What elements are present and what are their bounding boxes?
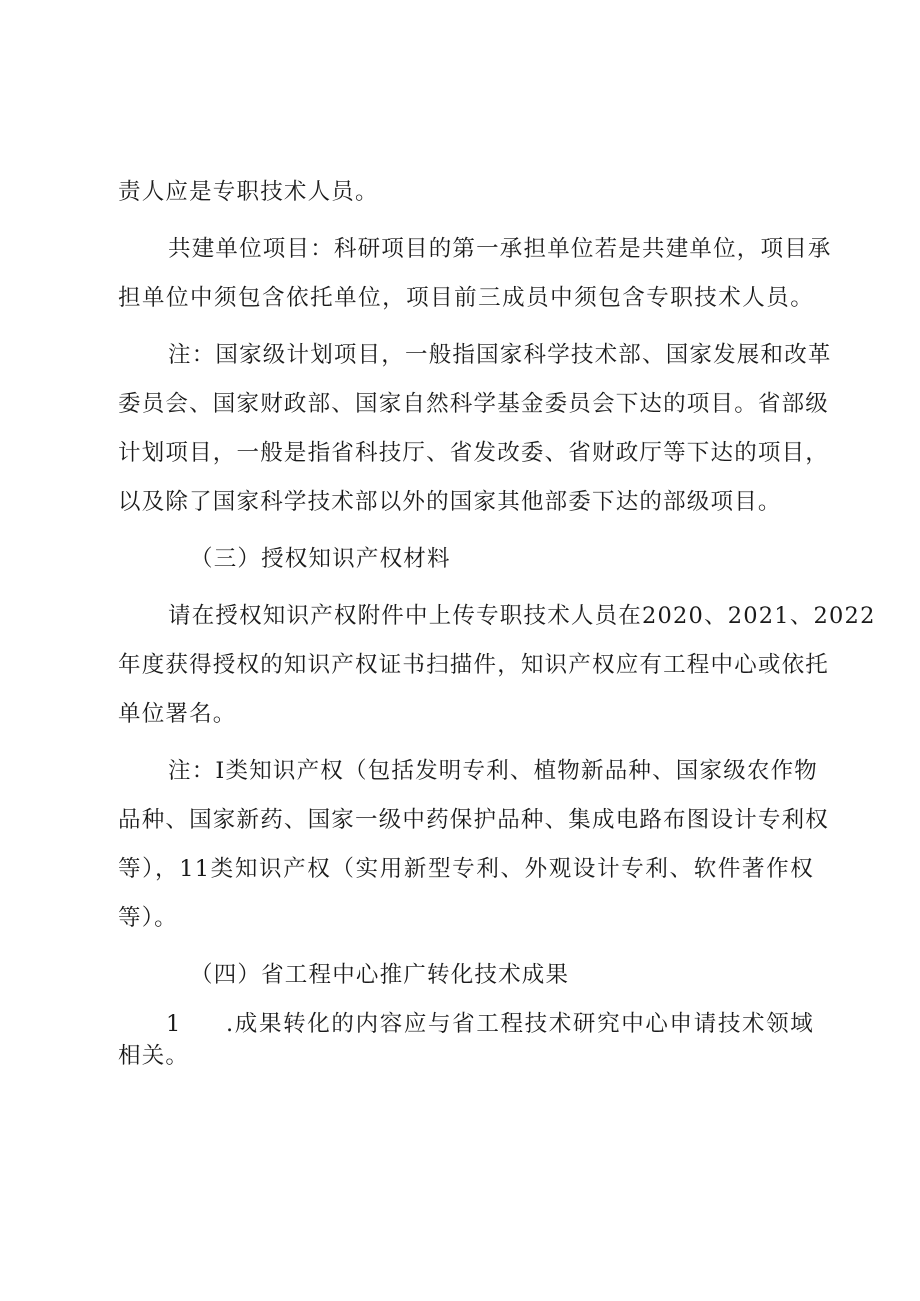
paragraph-line: 年度获得授权的知识产权证书扫描件，知识产权应有工程中心或依托 [118, 652, 830, 678]
paragraph-line: 以及除了国家科学技术部以外的国家其他部委下达的部级项目。 [118, 489, 782, 515]
list-text: .成果转化的内容应与省工程技术研究中心申请技术领域 [226, 1011, 814, 1037]
paragraph-line: 注：国家级计划项目，一般指国家科学技术部、国家发展和改革 [168, 342, 832, 368]
paragraph-line: 等），11类知识产权（实用新型专利、外观设计专利、软件著作权 [118, 856, 814, 882]
list-item [118, 1008, 814, 1040]
paragraph-line: 计划项目，一般是指省科技厅、省发改委、省财政厅等下达的项目， [118, 440, 830, 466]
paragraph-line: 单位署名。 [118, 701, 237, 727]
list-number: 1 [166, 1011, 182, 1037]
paragraph-line: 注：I类知识产权（包括发明专利、植物新品种、国家级农作物 [168, 758, 818, 784]
paragraph-line: 责人应是专职技术人员。 [118, 179, 379, 205]
paragraph-line: 品种、国家新药、国家一级中药保护品种、集成电路布图设计专利权 [118, 807, 830, 833]
paragraph-line: 担单位中须包含依托单位，项目前三成员中须包含专职技术人员。 [118, 285, 814, 311]
paragraph-line: 共建单位项目：科研项目的第一承担单位若是共建单位，项目承 [168, 236, 832, 262]
section-heading: （四）省工程中心推广转化技术成果 [190, 962, 570, 988]
list-continuation: 相关。 [118, 1043, 190, 1069]
section-heading: （三）授权知识产权材料 [190, 546, 451, 572]
paragraph-line: 等）。 [118, 905, 178, 931]
paragraph-line: 委员会、国家财政部、国家自然科学基金委员会下达的项目。省部级 [118, 391, 830, 417]
paragraph-line: 请在授权知识产权附件中上传专职技术人员在2020、2021、2022 [168, 603, 876, 629]
